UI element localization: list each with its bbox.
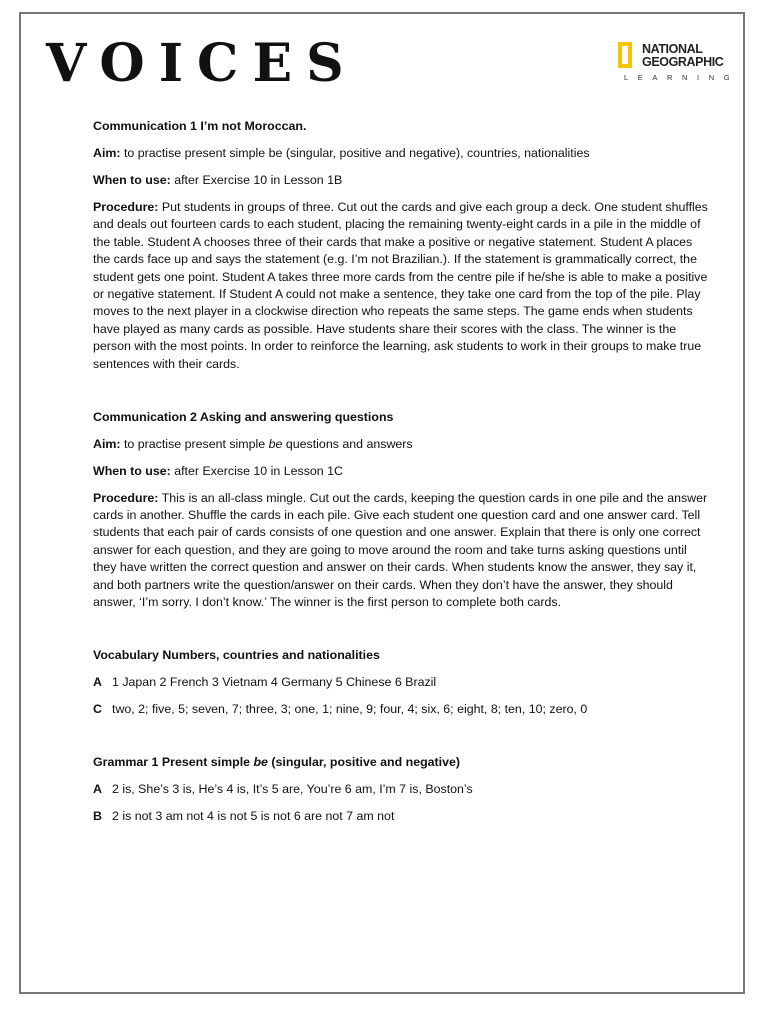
aim-paragraph: Aim: to practise present simple be questions and answers: [93, 436, 413, 451]
procedure-paragraph: Procedure: Put students in groups of three. Cut out the cards and give each group a deck. One student shuffles and deals out fourteen cards to each student, placing the remaining twenty-eight cards in a pile in the middle of the table. Student A chooses three of their cards that make a positive or negative statement. Student A places the cards face up and says the statement (e.g. I’m not Brazilian.). If the statement is grammatically correct, the student gets one point. Student A takes three more cards from the centre pile if he/she is able to make a positive or negative statement. If Student A could not make a sentence, they take one card from the top of the pile. Play moves to the next player in a clockwise direction who repeats the same steps. The game ends when students have played as many cards as possible. Have students share their scores with the class. The winner is the person with the most points. In order to reinforce the learning, ask students to work in their groups to make true sentences with their cards.: [93, 200, 708, 371]
section-heading: Communication 1 I’m not Moroccan.: [93, 119, 307, 133]
when-to-use-paragraph: When to use: after Exercise 10 in Lesson 1C: [93, 463, 343, 478]
procedure-paragraph: Procedure: This is an all-class mingle. Cut out the cards, keeping the question cards in one pile and the answer cards in another. Shuffle the cards in each pile. Give each student one question card and one answer card. Tell students that each pair of cards consists of one question and one answer. Explain that there is only one correct answer for each question, and they are going to move around the room and take turns asking questions until they have written the correct question and answer on their cards. When students know the answer, they say it, and both partners write the question/answer on their cards. When they don’t have the answer, they should answer, ‘I’m sorry. I don’t know.’ The winner is the first person to complete both cards.: [93, 490, 708, 610]
when-to-use-paragraph: When to use: after Exercise 10 in Lesson 1B: [93, 173, 343, 187]
section-heading: Grammar 1 Present simple be (singular, positive and negative): [93, 755, 461, 770]
document-body: [93, 118, 709, 835]
brand-title: VOICES: [46, 33, 358, 94]
logo-text-learning: LEARNING: [624, 73, 740, 82]
logo-text-national: NATIONAL: [642, 42, 703, 56]
yellow-rectangle-icon: [618, 42, 632, 68]
answer-line: A 2 is, She’s 3 is, He’s 4 is, It’s 5 are, You’re 6 am, I’m 7 is, Boston’s: [93, 782, 473, 797]
answer-line: C two, 2; five, 5; seven, 7; three, 3; one, 1; nine, 9; four, 4; six, 6; eight, 8; ten, 10; zero, 0: [93, 702, 588, 717]
aim-paragraph: Aim: to practise present simple be (singular, positive and negative), countries, nationalities: [93, 146, 590, 160]
section-heading: Vocabulary Numbers, countries and nationalities: [93, 648, 380, 663]
logo-text-geographic: GEOGRAPHIC: [642, 55, 724, 69]
section-heading: Communication 2 Asking and answering questions: [93, 409, 394, 424]
answer-line: A 1 Japan 2 French 3 Vietnam 4 Germany 5 Chinese 6 Brazil: [93, 675, 437, 690]
publisher-logo: [618, 42, 740, 87]
answer-line: B 2 is not 3 am not 4 is not 5 is not 6 are not 7 am not: [93, 809, 395, 824]
